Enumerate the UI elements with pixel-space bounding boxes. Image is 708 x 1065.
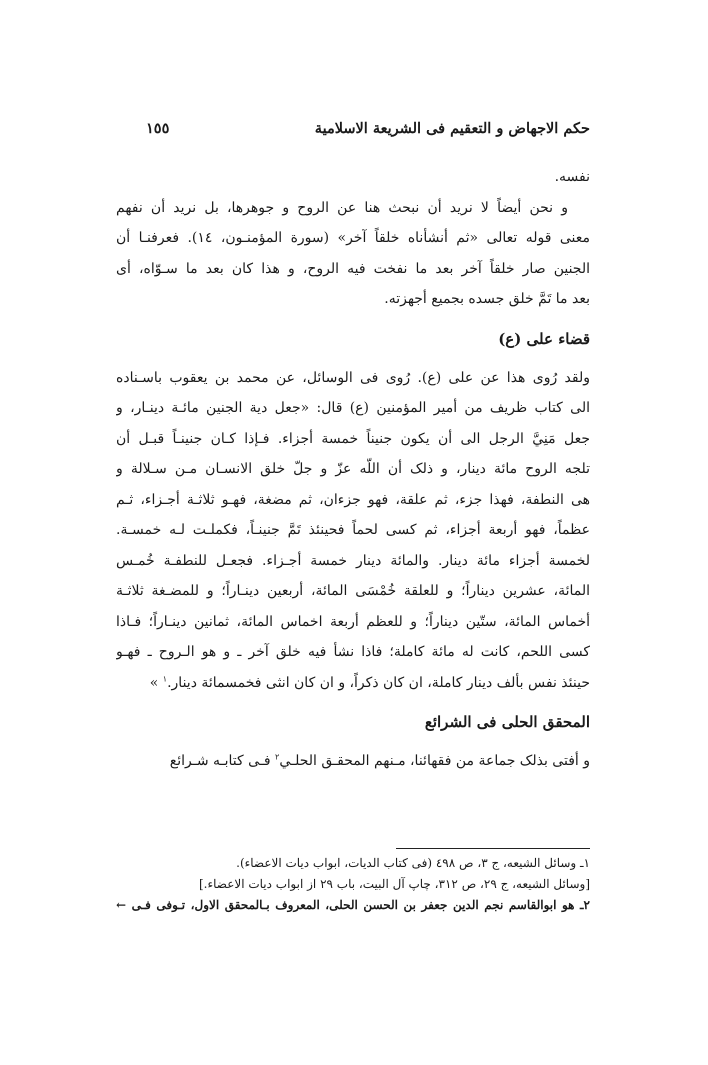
spacer xyxy=(116,698,590,707)
footnote-reference[interactable]: ١ xyxy=(162,673,168,683)
paragraph-line: بعد ما تَمَّ خلق جسده بجميع أجهزته. xyxy=(384,291,590,307)
section-heading: قضاء على (ع) xyxy=(498,329,590,348)
paragraph-line: و نحن أيضاً لا نريد أن نبحث هنا عن الروح و جوهرها، بل نريد أن نفهم xyxy=(116,199,568,216)
spacer xyxy=(116,315,590,324)
paragraph-line: أخماس المائة، ستّين ديناراً؛ و للعظم أربعة اخماس المائة، ثمانين دينـاراً؛ فـاذا xyxy=(116,613,590,630)
book-page xyxy=(116,0,590,1065)
paragraph-line: هى النطفة، فهذا جزء، ثم علقة، فهو جزءان، ثم مضغة، فهـو ثلاثـة أجـزاء، ثـم xyxy=(116,491,590,508)
paragraph-line: ولقد رُوى هذا عن على (ع). رُوى فى الوسائل، عن محمد بن يعقوب باسـناده xyxy=(116,369,590,386)
line-text-start: و أفتى بذلک جماعة من فقهائنا، مـنهم المحقـق الحلـي xyxy=(279,753,590,769)
paragraph-line: الى كتاب ظريف من أمير المؤمنين (ع) قال: «جعل دية الجنين مائـة دينـار، و xyxy=(116,400,590,416)
footnote-reference[interactable]: ٢ xyxy=(275,752,280,762)
page-body xyxy=(116,162,590,777)
footnote-1: ١ـ وسائل الشيعه، ج ٣، ص ٤٩٨ (فى كتاب الديات، ابواب ديات الاعضاء). xyxy=(236,856,590,870)
page-number: ١٥٥ xyxy=(146,120,170,137)
quote-text: حينئذ نفس بألف دينار كاملة، ان كان ذكراً، و ان كان انثى فخمسمائة دينار. xyxy=(167,674,590,691)
paragraph-line: المائة، عشرين ديناراً؛ و للعلقة خُمْسَى المائة، أربعين دينـاراً؛ و للمضـغة ثلاثـة xyxy=(116,583,590,599)
running-title: حكم الاجهاض و التعقيم فى الشريعة الاسلامية xyxy=(314,120,590,137)
running-header xyxy=(116,120,590,144)
footnote-2: ٢ـ هو ابوالقاسم نجم الدين جعفر بن الحسن الحلى، المعروف بـالمحقق الاول، تـوفى فـى ← xyxy=(116,898,590,912)
paragraph-line: الجنين صار خلقاً آخر بعد ما نفخت فيه الروح، و هذا كان بعد ما سـوّاه، أى xyxy=(116,260,590,277)
paragraph-line: لخمسة أجزاء مائة دينار. والمائة دينار خمسة أجـزاء. فجعـل للنطفـة خُمـس xyxy=(116,552,590,569)
footnote-separator xyxy=(396,848,590,849)
paragraph-line: معنى قوله تعالى «ثم أنشأناه خلقاً آخر» (سورة المؤمنـون، ١٤). فعرفنـا أن xyxy=(116,230,590,246)
paragraph-line xyxy=(116,746,590,777)
paragraph-line: كسى اللحم، كانت له مائة كاملة؛ فاذا نشأ فيه خلق آخر ـ و هو الـروح ـ فهـو xyxy=(116,644,590,660)
paragraph-line: جعل مَنِيَّ الرجل الى أن يكون جنيناً خمسة أجزاء. فـإذا كـان جنينـاً قبـل أن xyxy=(116,430,590,447)
spacer xyxy=(116,737,590,746)
section-heading: المحقق الحلى فى الشرائع xyxy=(424,713,590,731)
paragraph-line: تلجه الروح مائة دينار، و ذلک أن اللّه عزّ و جلّ خلق الانسـان مـن سـلالة و xyxy=(116,461,590,477)
line-text-end: فـى كتابـه شـرائع xyxy=(169,753,271,769)
paragraph-line-final xyxy=(116,668,590,699)
paragraph-line: نفسه. xyxy=(554,169,590,185)
closing-quote: » xyxy=(149,674,159,691)
spacer xyxy=(116,354,590,363)
footnote-1-alt-edition: [وسائل الشيعه، ج ٢٩، ص ٣١٢، چاپ آل البيت، باب ٢٩ از ابواب ديات الاعضاء.] xyxy=(199,877,590,891)
footnotes xyxy=(116,853,590,916)
paragraph-line: عظماً، فهو أربعة أجزاء، ثم كسى لحماً فحينئذ تَمَّ جنينـاً، فكملـت لـه خمسـة. xyxy=(116,522,590,538)
